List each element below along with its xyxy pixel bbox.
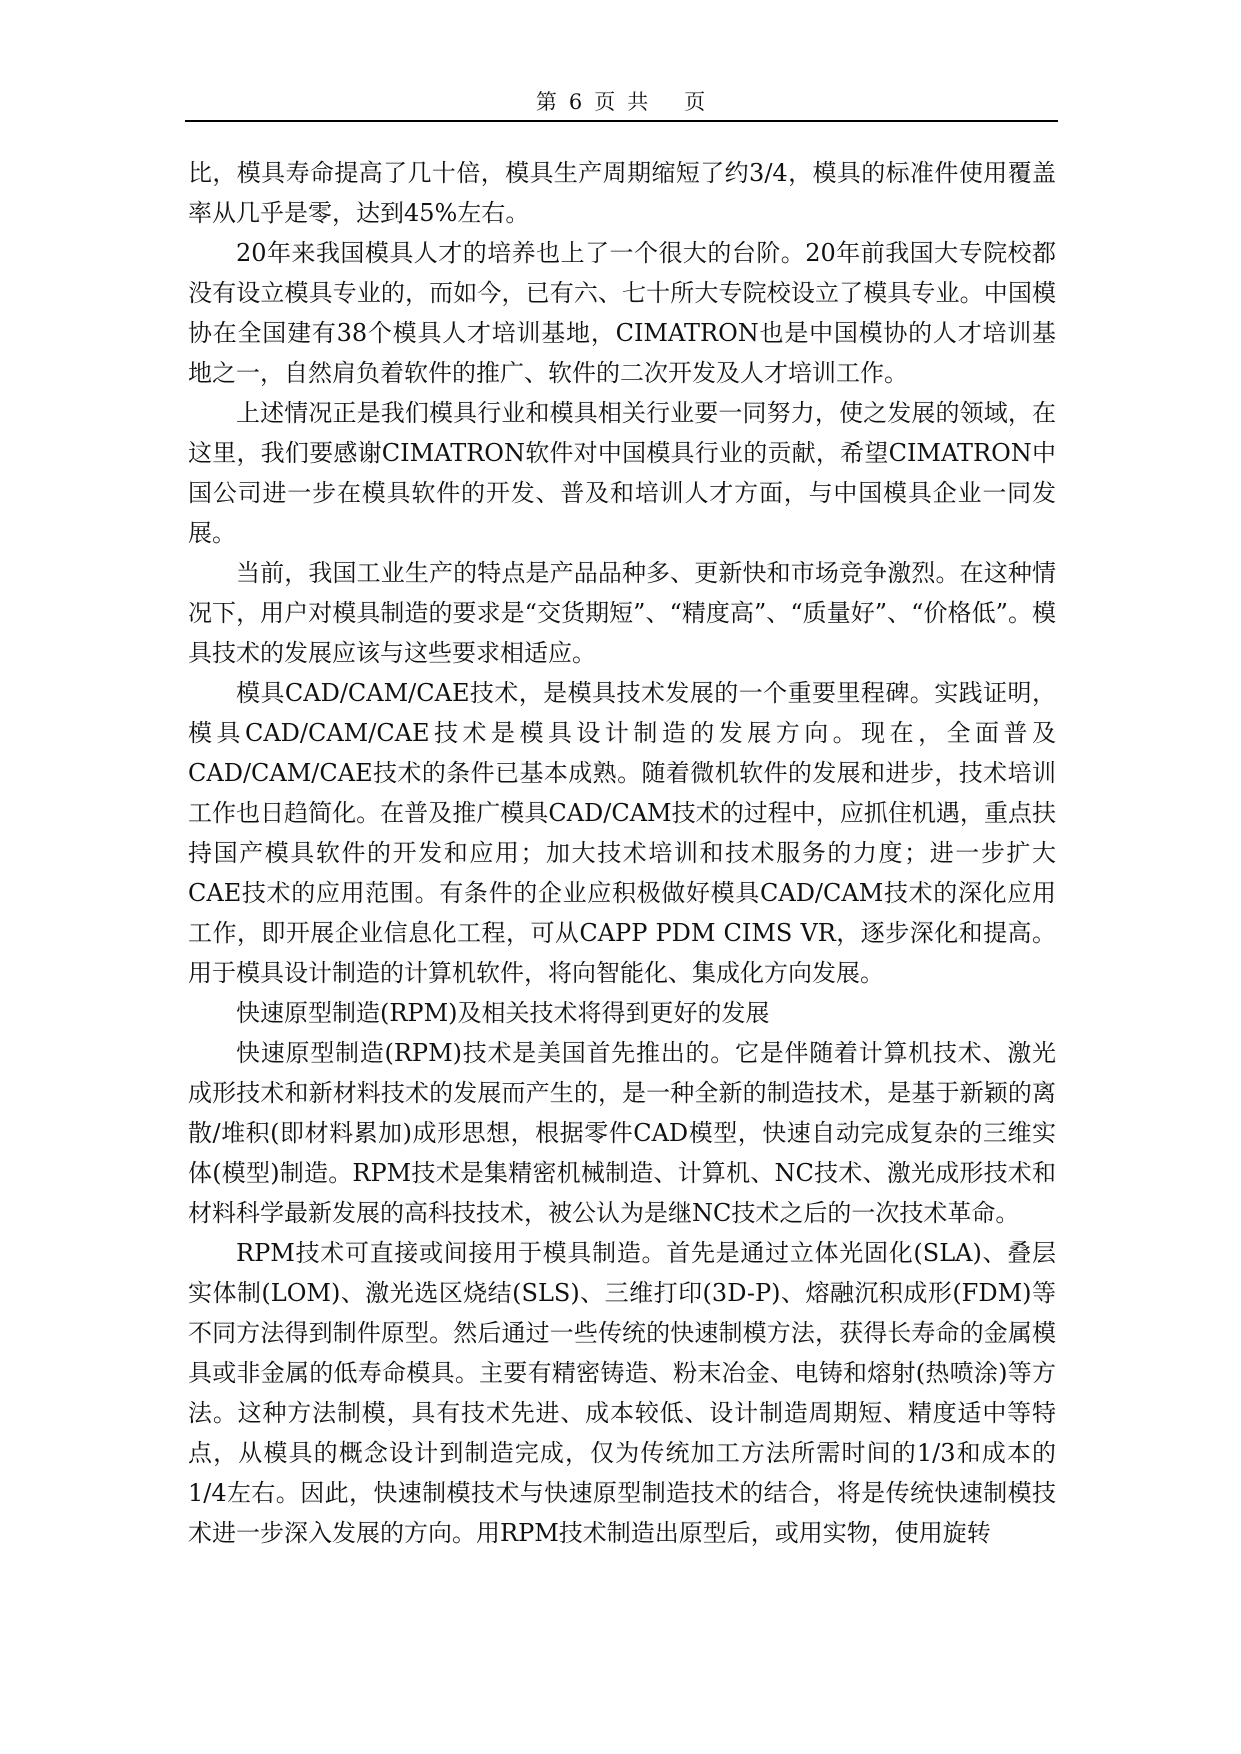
paragraph-4: 当前，我国工业生产的特点是产品品种多、更新快和市场竞争激烈。在这种情况下，用户对模具制造的要求是“交货期短”、“精度高”、“质量好”、“价格低”。模具技术的发展应该与这些要求相适应。 [188,559,1056,667]
document-body [188,153,1056,1553]
paragraph-8: RPM技术可直接或间接用于模具制造。首先是通过立体光固化(SLA)、叠层实体制(LOM)、激光选区烧结(SLS)、三维打印(3D-P)、熔融沉积成形(FDM)等不同方法得到制件原型。然后通过一些传统的快速制模方法，获得长寿命的金属模具或非金属的低寿命模具。主要有精密铸造、粉末冶金、电铸和熔射(热喷涂)等方法。这种方法制模，具有技术先进、成本较低、设计制造周期短、精度适中等特点，从模具的概念设计到制造完成，仅为传统加工方法所需时间的1/3和成本的1/4左右。因此，快速制模技术与快速原型制造技术的结合，将是传统快速制模技术进一步深入发展的方向。用RPM技术制造出原型后，或用实物，使用旋转 [188,1239,1056,1547]
total-suffix: 页 [684,90,708,114]
paragraph-2: 20年来我国模具人才的培养也上了一个很大的台阶。20年前我国大专院校都没有设立模具专业的，而如今，已有六、七十所大专院校设立了模具专业。中国模协在全国建有38个模具人才培训基地，CIMATRON也是中国模协的人才培训基地之一，自然肩负着软件的推广、软件的二次开发及人才培训工作。 [188,239,1056,387]
page-unit: 页 [594,90,618,114]
paragraph-7: 快速原型制造(RPM)技术是美国首先推出的。它是伴随着计算机技术、激光成形技术和新材料技术的发展而产生的，是一种全新的制造技术，是基于新颖的离散/堆积(即材料累加)成形思想，根据零件CAD模型，快速自动完成复杂的三维实体(模型)制造。RPM技术是集精密机械制造、计算机、NC技术、激光成形技术和材料科学最新发展的高科技技术，被公认为是继NC技术之后的一次技术革命。 [188,1039,1056,1227]
total-prefix: 共 [627,90,651,114]
page-header [185,86,1058,122]
page-number: 6 [568,90,585,114]
paragraph-5: 模具CAD/CAM/CAE技术，是模具技术发展的一个重要里程碑。实践证明，模具CAD/CAM/CAE技术是模具设计制造的发展方向。现在，全面普及CAD/CAM/CAE技术的条件已基本成熟。随着微机软件的发展和进步，技术培训工作也日趋简化。在普及推广模具CAD/CAM技术的过程中，应抓住机遇，重点扶持国产模具软件的开发和应用；加大技术培训和技术服务的力度；进一步扩大CAE技术的应用范围。有条件的企业应积极做好模具CAD/CAM技术的深化应用工作，即开展企业信息化工程，可从CAPP PDM CIMS VR，逐步深化和提高。用于模具设计制造的计算机软件，将向智能化、集成化方向发展。 [188,679,1056,987]
page-prefix: 第 [535,90,559,114]
paragraph-1: 比，模具寿命提高了几十倍，模具生产周期缩短了约3/4，模具的标准件使用覆盖率从几乎是零，达到45%左右。 [188,159,1056,227]
paragraph-3: 上述情况正是我们模具行业和模具相关行业要一同努力，使之发展的领域，在这里，我们要感谢CIMATRON软件对中国模具行业的贡献，希望CIMATRON中国公司进一步在模具软件的开发、普及和培训人才方面，与中国模具企业一同发展。 [188,399,1056,547]
section-heading-rpm: 快速原型制造(RPM)及相关技术将得到更好的发展 [236,999,770,1027]
